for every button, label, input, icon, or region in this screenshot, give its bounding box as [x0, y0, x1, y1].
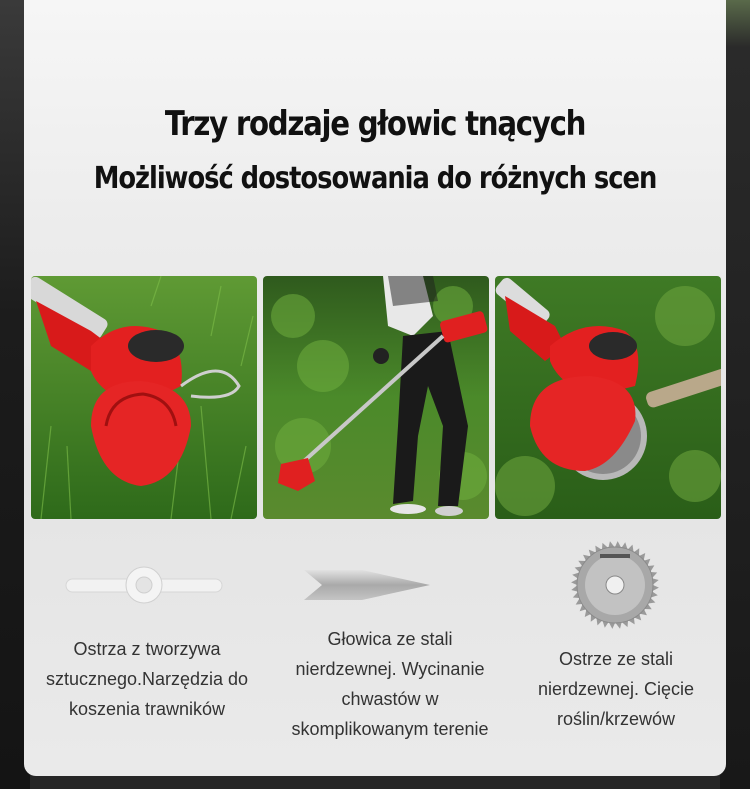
product-feature-card	[24, 0, 726, 776]
saw-disc-blade-icon	[570, 540, 660, 630]
plastic-blade-icon	[64, 565, 224, 605]
caption-plastic-blade: Ostrza z tworzywa sztucznego.Narzędzia do koszenia trawników	[45, 639, 249, 719]
photo-trimmer-on-lawn	[31, 276, 257, 519]
caption-steel-blade: Głowica ze stali nierdzewnej. Wycinanie chwastów w skomplikowanym terenie	[291, 629, 489, 739]
page-title: Trzy rodzaje głowic tnących	[164, 104, 586, 144]
photo-person-trimming	[263, 276, 489, 519]
page-subtitle: Możliwość dostosowania do różnych scen	[93, 161, 657, 196]
caption-saw-disc: Ostrze ze stali nierdzewnej. Cięcie roślin/krzewów	[537, 649, 695, 729]
person-trimming-grass-icon	[263, 276, 489, 519]
steel-blade-icon	[302, 568, 432, 602]
red-trimmer-head-on-lawn-icon	[31, 276, 257, 519]
photo-saw-blade-cutting	[495, 276, 721, 519]
trimmer-with-saw-blade-cutting-branch-icon	[495, 276, 721, 519]
